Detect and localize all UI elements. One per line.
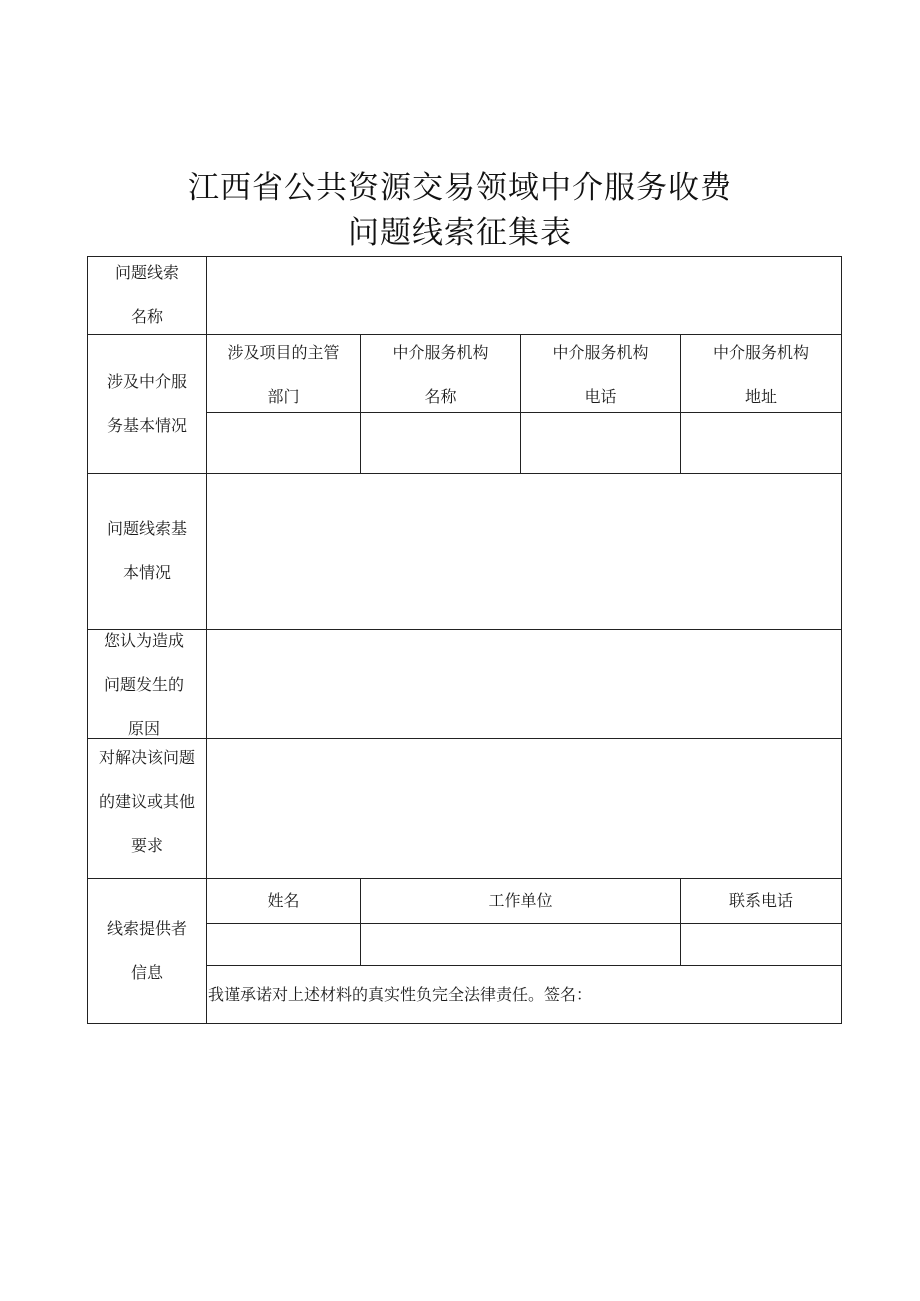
provider-label-line1: 线索提供者 [106, 919, 187, 938]
basic-info-label-line1: 涉及中介服 [106, 372, 187, 391]
col-header-person-name: 姓名 [267, 891, 300, 910]
basic-info-label [88, 360, 206, 448]
agency-name-input[interactable] [361, 413, 520, 473]
agency-address-input[interactable] [681, 413, 841, 473]
cause-input[interactable] [207, 630, 841, 738]
col-header-dept [207, 331, 360, 419]
suggestion-input[interactable] [207, 739, 841, 878]
cause-label [88, 619, 200, 751]
col-header-agency-address [681, 331, 841, 419]
col-header-agency-address-line1: 中介服务机构 [712, 343, 809, 362]
clue-name-label [88, 253, 206, 337]
doc-title-line2: 问题线索征集表 [348, 215, 572, 251]
cause-label-line1: 您认为造成 [103, 631, 184, 650]
col-header-agency-phone-line2: 电话 [584, 387, 617, 406]
doc-title-line1: 江西省公共资源交易领域中介服务收费 [188, 170, 732, 206]
col-line [841, 256, 842, 1024]
clue-basic-label [88, 507, 206, 595]
col-header-agency-name-line1: 中介服务机构 [392, 343, 489, 362]
dept-input[interactable] [207, 413, 360, 473]
clue-name-input[interactable] [207, 257, 841, 334]
clue-name-label-line2: 名称 [130, 307, 163, 326]
pledge-signature[interactable]: 我谨承诺对上述材料的真实性负完全法律责任。签名： [208, 984, 593, 1004]
provider-label [88, 907, 206, 995]
suggestion-label-line1: 对解决该问题 [98, 748, 195, 767]
cause-label-line3: 原因 [127, 719, 160, 738]
basic-info-label-line2: 务基本情况 [106, 416, 187, 435]
col-header-agency-address-line2: 地址 [744, 387, 777, 406]
col-header-dept-line1: 涉及项目的主管 [227, 343, 340, 362]
row-line [87, 1023, 842, 1024]
col-header-agency-phone-line1: 中介服务机构 [552, 343, 649, 362]
col-header-dept-line2: 部门 [267, 387, 300, 406]
cause-label-line2: 问题发生的 [103, 675, 184, 694]
agency-phone-input[interactable] [521, 413, 680, 473]
person-name-input[interactable] [207, 924, 360, 965]
clue-name-label-line1: 问题线索 [114, 263, 179, 282]
col-header-workplace: 工作单位 [488, 891, 553, 910]
contact-phone-input[interactable] [681, 924, 841, 965]
col-header-agency-phone [521, 331, 680, 419]
clue-basic-input[interactable] [207, 474, 841, 629]
clue-basic-label-line2: 本情况 [122, 563, 171, 582]
col-header-agency-name-line2: 名称 [424, 387, 457, 406]
suggestion-label-line2: 的建议或其他 [98, 792, 195, 811]
suggestion-label-line3: 要求 [130, 836, 163, 855]
clue-basic-label-line1: 问题线索基 [106, 519, 187, 538]
col-header-agency-name [361, 331, 520, 419]
col-header-contact-phone: 联系电话 [728, 891, 793, 910]
workplace-input[interactable] [361, 924, 680, 965]
suggestion-label [88, 736, 206, 868]
provider-label-line2: 信息 [130, 963, 163, 982]
